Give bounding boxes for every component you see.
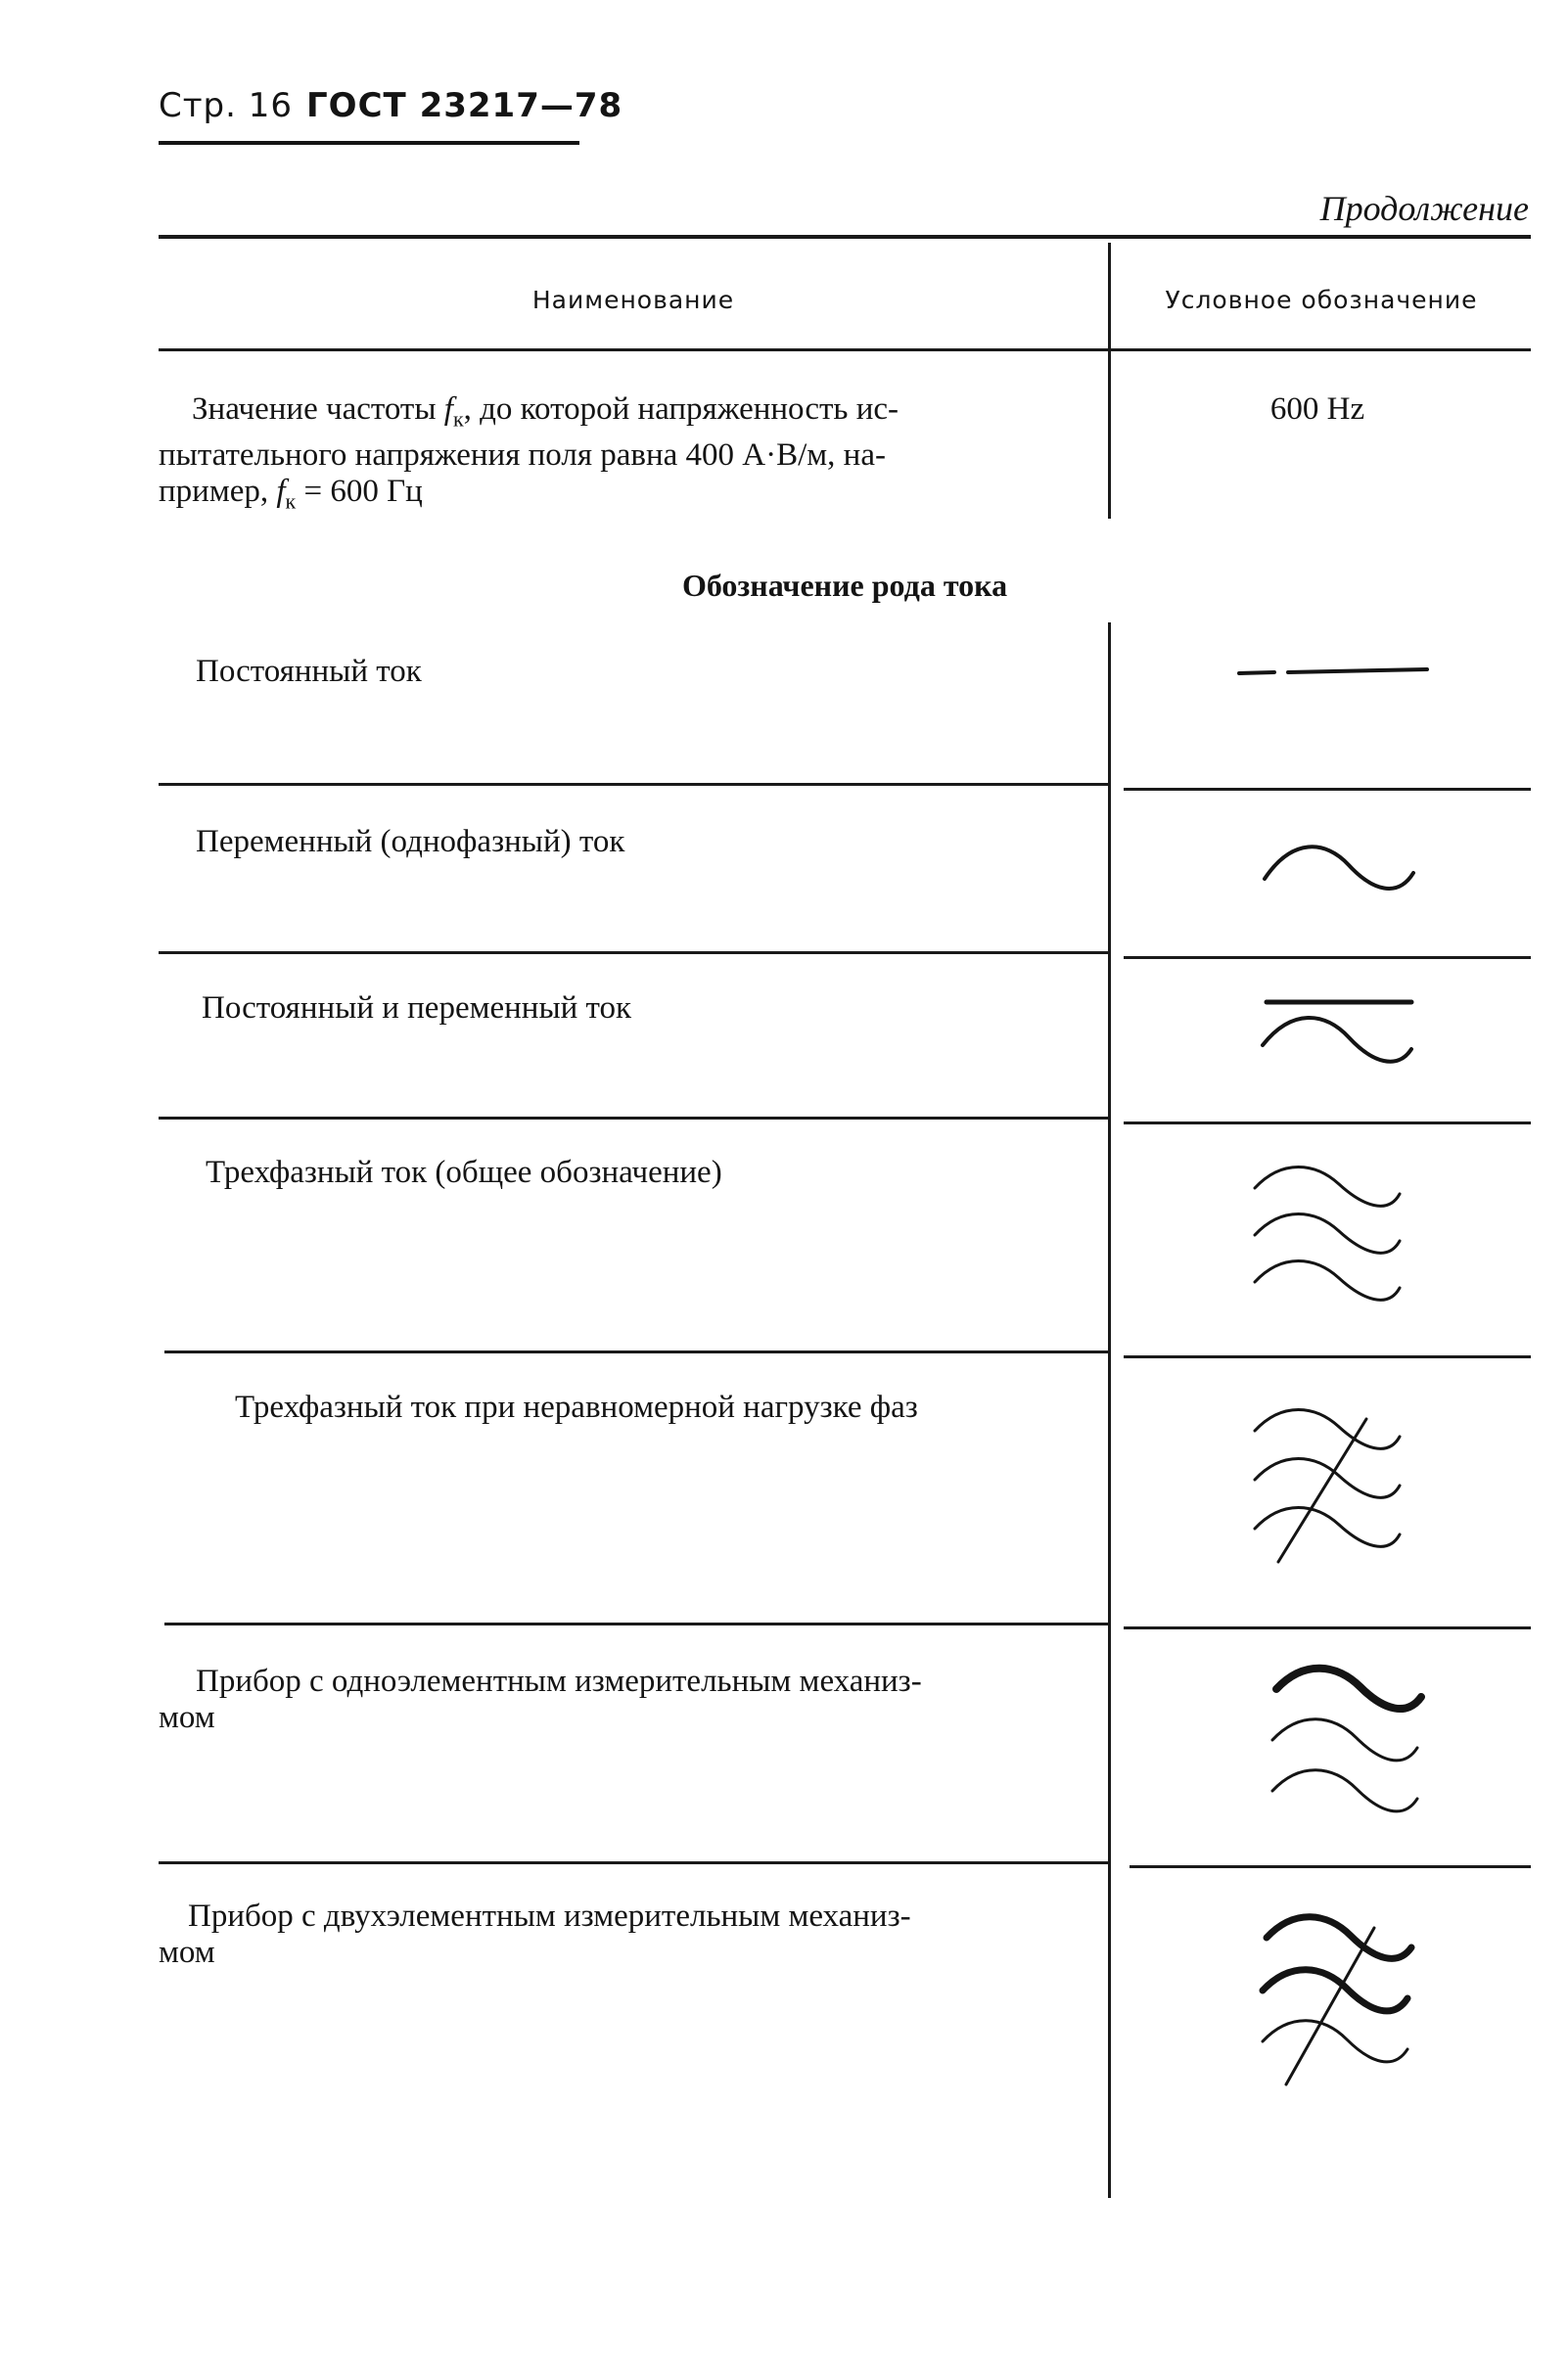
page-number: Стр. 16 xyxy=(159,86,294,125)
table-top-rule xyxy=(159,235,1531,239)
row-two-element-line1: Прибор с двухэлементным измерительным механиз- xyxy=(188,1899,911,1934)
single-element-meter-icon xyxy=(1253,1652,1439,1838)
frequency-text-2: пытательного напряжения поля равна 400 А·В/м, на- xyxy=(159,436,886,473)
frequency-symbol-2: f xyxy=(276,473,286,509)
row-two-element-line2: мом xyxy=(159,1935,215,1970)
standard-number: ГОСТ 23217—78 xyxy=(306,86,623,125)
frequency-text-3: пример, xyxy=(159,473,269,509)
three-phase-icon xyxy=(1243,1155,1419,1331)
row-three-phase-unbalanced-name: Трехфазный ток при неравномерной нагрузке фаз xyxy=(235,1390,918,1425)
row-three-phase-name: Трехфазный ток (общее обозначение) xyxy=(206,1155,722,1190)
row-single-element-name xyxy=(159,1664,1100,1736)
column-header-symbol: Условное обозначение xyxy=(1165,286,1478,314)
row-rule xyxy=(1124,956,1531,959)
section-title: Обозначение рода тока xyxy=(681,568,1008,603)
row-rule xyxy=(159,951,1108,954)
row-rule xyxy=(1124,1355,1531,1358)
frequency-text-1: Значение частоты xyxy=(192,391,437,427)
row-rule xyxy=(159,783,1108,786)
frequency-text-1b: , до которой напряженность ис- xyxy=(463,391,899,427)
row-rule xyxy=(1130,1865,1531,1868)
row-ac-name: Переменный (однофазный) ток xyxy=(196,824,625,859)
frequency-symbol: f xyxy=(443,391,453,427)
row-single-element-line2: мом xyxy=(159,1700,215,1735)
row-two-element-name xyxy=(159,1899,1100,1971)
row-rule xyxy=(1124,788,1531,791)
column-header-name: Наименование xyxy=(531,286,735,314)
frequency-value: = 600 Гц xyxy=(303,473,423,509)
row-rule xyxy=(164,1623,1108,1625)
header-rule xyxy=(159,141,579,145)
row-rule xyxy=(164,1350,1108,1353)
column-divider-lower xyxy=(1108,622,1111,2198)
three-phase-unbalanced-icon xyxy=(1243,1390,1419,1585)
row-rule xyxy=(159,1861,1108,1864)
two-element-meter-icon xyxy=(1243,1899,1429,2094)
row-single-element-line1: Прибор с одноэлементным измерительным механиз- xyxy=(196,1664,922,1699)
row-rule xyxy=(159,1117,1108,1120)
row-rule xyxy=(1124,1121,1531,1124)
row-dc-name: Постоянный ток xyxy=(196,654,422,689)
column-divider xyxy=(1108,243,1111,519)
row-rule xyxy=(1124,1626,1531,1629)
table-header-rule xyxy=(159,348,1531,351)
frequency-symbol-cell: 600 Hz xyxy=(1269,391,1365,427)
frequency-subscript-2: к xyxy=(285,488,297,514)
ac-wave-icon xyxy=(1253,820,1429,908)
frequency-subscript: к xyxy=(452,406,464,432)
page-header xyxy=(159,86,623,125)
continuation-label: Продолжение xyxy=(1319,189,1529,228)
dc-ac-icon xyxy=(1253,984,1429,1092)
frequency-description xyxy=(159,391,1100,519)
dc-line-icon xyxy=(1233,654,1439,693)
row-dc-ac-name: Постоянный и переменный ток xyxy=(202,990,632,1026)
